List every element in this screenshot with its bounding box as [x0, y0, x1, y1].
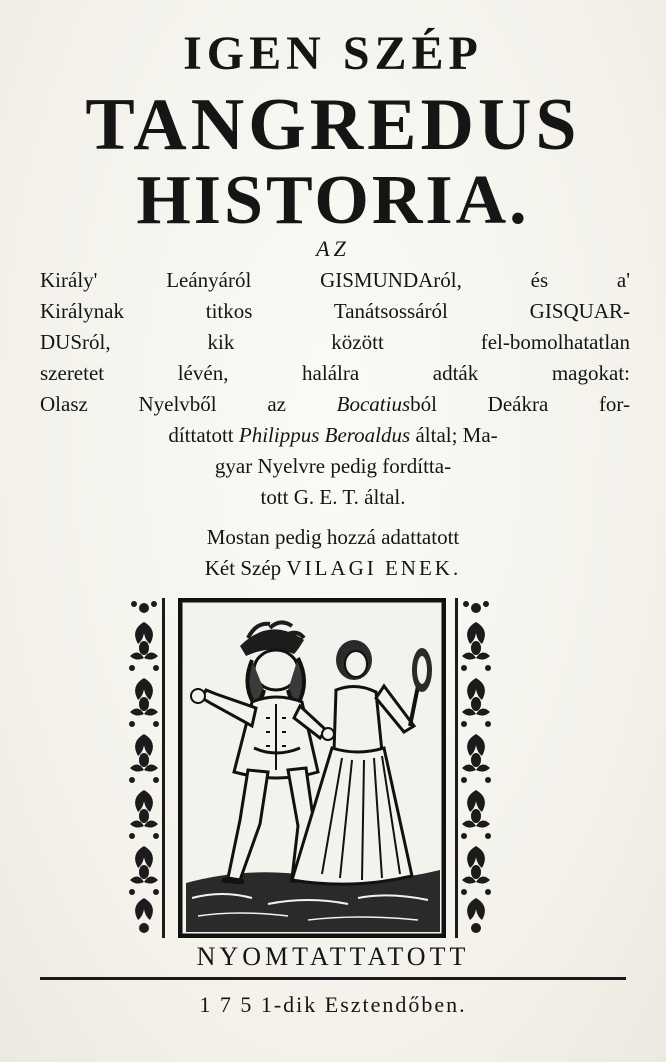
- title-line-1: IGEN SZÉP: [183, 27, 483, 80]
- addendum-line-2: [0, 558, 666, 579]
- publication-year: 1 7 5 1-dik Esztendőben.: [199, 992, 467, 1017]
- body-line-1: Király' Leányáról GISMUNDAról, és a': [40, 268, 630, 292]
- body-line-5-a: Olasz Nyelvből az: [40, 392, 337, 416]
- body-line-5-b: Bocatius: [336, 392, 411, 416]
- body-line-7: gyar Nyelvre pedig fordítta-: [214, 454, 452, 478]
- body-line-6-b: Philippus Beroaldus: [238, 423, 411, 447]
- body-line-4: szeretet lévén, halálra adták magokat:: [40, 361, 630, 385]
- addendum-line-2-b: VILAGI ENEK.: [286, 556, 462, 580]
- body-line-6: [0, 425, 666, 446]
- body-line-5-c: ból Deákra for-: [410, 392, 630, 416]
- body-line-2: Királynak titkos Tanátsossáról GISQUAR-: [40, 299, 630, 323]
- floral-border-left-icon: [120, 598, 168, 938]
- title-line-3: HISTORIA.: [136, 162, 530, 239]
- title-line-2: TANGREDUS: [85, 84, 581, 166]
- horizontal-rule: [40, 977, 626, 980]
- addendum-line-1: Mostan pedig hozzá adattatott: [206, 525, 460, 549]
- woodcut-couple-illustration-icon: [178, 598, 446, 938]
- az-heading: AZ: [316, 236, 350, 261]
- floral-border-right-icon: [452, 598, 500, 938]
- body-line-6-a: díttatott: [168, 423, 239, 447]
- body-line-8: tott G. E. T. által.: [260, 485, 406, 509]
- imprint-line: NYOMTATTATOTT: [196, 942, 470, 971]
- body-line-5: [40, 394, 630, 415]
- body-line-6-c: által; Ma-: [410, 423, 498, 447]
- body-line-3: DUSról, kik között fel-bomolhatatlan: [40, 330, 630, 354]
- addendum-line-2-a: Két Szép: [204, 556, 287, 580]
